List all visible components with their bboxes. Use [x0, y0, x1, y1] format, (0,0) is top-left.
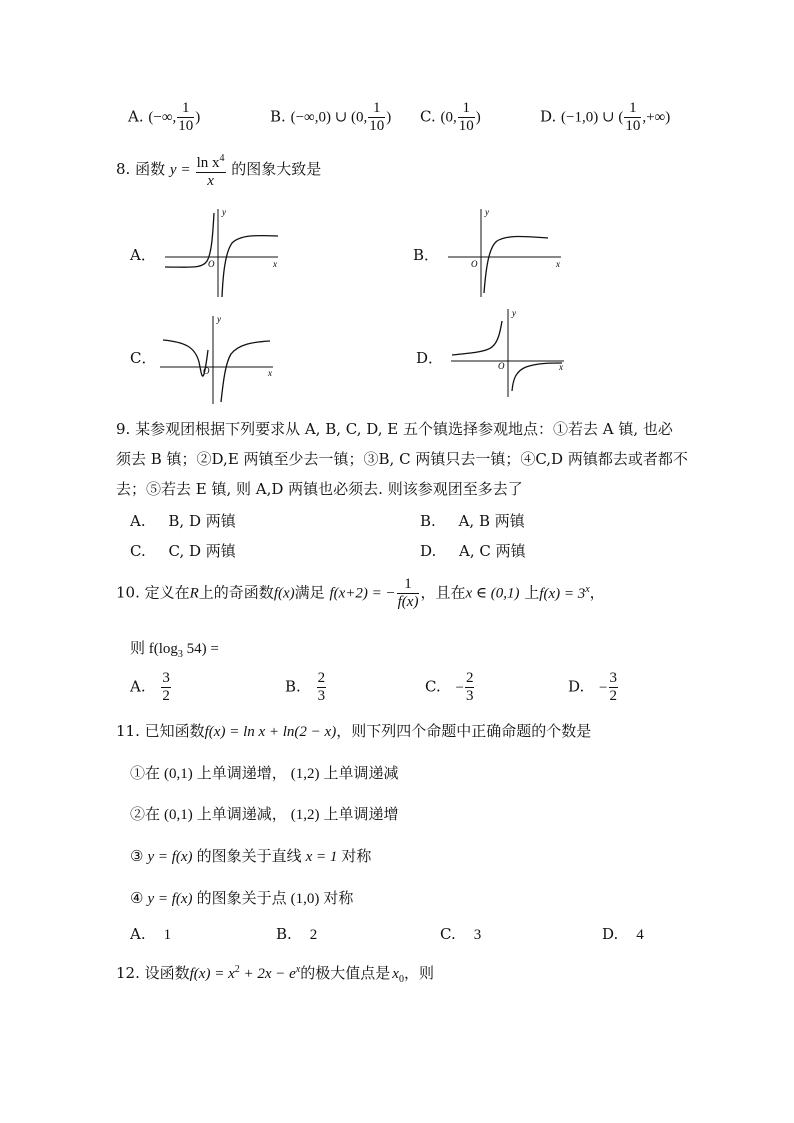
- axis-label-x: x: [556, 259, 560, 269]
- q7-option-d[interactable]: D. (−1,0) ∪ ( $\frac{1}{10}$ ,+∞): [540, 100, 671, 134]
- q10-option-a[interactable]: A. $\frac{3}{2}$: [130, 670, 170, 704]
- fraction: $\frac{\ln x^4}{x}$: [196, 150, 226, 190]
- q9-option-a[interactable]: A. B, D 两镇: [130, 512, 236, 530]
- curve-left: [165, 213, 214, 267]
- q11-item-3: ③ y = f(x) 的图象关于直线 x = 1 对称: [130, 847, 372, 865]
- axis-label-x: x: [268, 368, 272, 378]
- fraction: $\frac{2}{3}$: [317, 670, 326, 704]
- q10-option-b[interactable]: B. $\frac{2}{3}$: [285, 670, 326, 704]
- q11-stem: 11. 已知函数f(x) = ln x + ln(2 − x)，则下列四个命题中正确命题的个数是: [116, 722, 592, 740]
- fraction: $\frac{1}{10}$: [178, 100, 194, 134]
- q7-option-c[interactable]: C. (0, $\frac{1}{10}$ ): [420, 100, 481, 134]
- q11-option-c[interactable]: C. 3: [440, 925, 482, 943]
- fraction: $\frac{3}{2}$: [609, 670, 618, 704]
- q8-graph-b[interactable]: [443, 205, 568, 300]
- q10-option-c[interactable]: C. − $\frac{2}{3}$: [425, 670, 474, 704]
- origin-label: O: [208, 259, 215, 269]
- q12-stem: 12. 设函数$f(x) = x^2 + 2x - e^x$的极大值点是 $x_0$，则: [116, 964, 434, 985]
- q10-line-2: 则 $f(\log_3$ 54) =: [130, 641, 219, 660]
- origin-label: O: [203, 366, 210, 376]
- q9-line-3: 去；⑤若去 E 镇, 则 A,D 两镇也必须去. 则该参观团至多去了: [116, 480, 523, 498]
- q8-graph-d[interactable]: [446, 305, 571, 400]
- q11-option-a[interactable]: A. 1: [130, 925, 172, 943]
- curve-left: [163, 340, 208, 376]
- q10-option-d[interactable]: D. − $\frac{3}{2}$: [568, 670, 618, 704]
- q8-option-b-label[interactable]: B．: [413, 246, 440, 264]
- q11-item-1: ①在 (0,1) 上单调递增， (1,2) 上单调递减: [130, 764, 399, 782]
- fraction: $\frac{1}{10}$: [625, 100, 641, 134]
- q7-option-b[interactable]: B. (−∞,0) ∪ (0, $\frac{1}{10}$ ): [270, 100, 392, 134]
- curve-right: [222, 236, 278, 297]
- q9-option-d[interactable]: D. A, C 两镇: [420, 542, 526, 560]
- q8-option-d-label[interactable]: D．: [416, 349, 444, 367]
- fraction: $\frac{1}{f(x)}$: [397, 576, 419, 610]
- origin-label: O: [471, 259, 478, 269]
- curve-right: [512, 363, 562, 391]
- fraction: $\frac{3}{2}$: [162, 670, 170, 704]
- q8-option-a-label[interactable]: A．: [130, 246, 156, 264]
- axis-label-x: x: [559, 362, 563, 372]
- axis-label-y: y: [217, 314, 221, 324]
- q11-option-d[interactable]: D. 4: [602, 925, 644, 943]
- fraction: $\frac{1}{10}$: [369, 100, 385, 134]
- q9-line-2: 须去 B 镇；②D,E 两镇至少去一镇；③B, C 两镇只去一镇；④C,D 两镇都去或者都不: [116, 450, 688, 468]
- axis-label-y: y: [512, 308, 516, 318]
- fraction: $\frac{1}{10}$: [458, 100, 474, 134]
- curve-right: [221, 341, 270, 402]
- q11-item-2: ②在 (0,1) 上单调递减， (1,2) 上单调递增: [130, 805, 399, 823]
- q7-options: [128, 100, 688, 140]
- axis-label-y: y: [485, 207, 489, 217]
- q9-option-b[interactable]: B. A, B 两镇: [420, 512, 525, 530]
- fraction: $\frac{2}{3}$: [465, 670, 474, 704]
- q8-graph-c[interactable]: [155, 312, 280, 407]
- q9-option-c[interactable]: C. C, D 两镇: [130, 542, 236, 560]
- q10-stem: 10. 定义在R上的奇函数f(x)满足 f(x+2) = − $\frac{1}{f(x)}$ ，且在x ∈ (0,1) 上$f(x) = 3^x$，: [116, 576, 605, 610]
- origin-label: O: [498, 361, 505, 371]
- q11-item-4: ④ y = f(x) 的图象关于点 (1,0) 对称: [130, 889, 354, 907]
- curve: [484, 236, 548, 293]
- q9-line-1: 9. 某参观团根据下列要求从 A, B, C, D, E 五个镇选择参观地点：①若去 A 镇, 也必: [116, 420, 673, 438]
- curve-left: [452, 321, 502, 355]
- q8-stem: 8. 函数 y = $\frac{\ln x^4}{x}$ 的图象大致是: [116, 150, 321, 190]
- q8-graph-a[interactable]: [160, 205, 285, 300]
- axis-label-y: y: [222, 207, 226, 217]
- axis-label-x: x: [273, 259, 277, 269]
- q11-option-b[interactable]: B. 2: [276, 925, 318, 943]
- q7-option-a[interactable]: A. (−∞, $\frac{1}{10}$ ): [128, 100, 201, 134]
- q8-option-c-label[interactable]: C．: [130, 349, 157, 367]
